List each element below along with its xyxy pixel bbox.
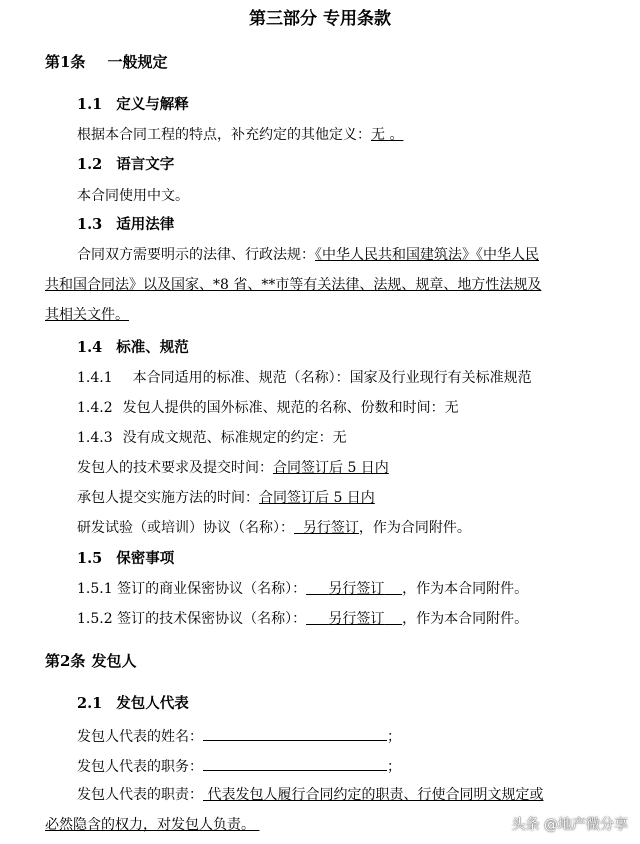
applicable-law-line-1	[77, 246, 539, 264]
section-1-2-number: 1.2	[77, 156, 103, 173]
representative-name-semicolon: ；	[387, 729, 401, 745]
section-1-2-title: 语言文字	[116, 156, 175, 173]
section-1-1-title: 定义与解释	[116, 96, 189, 113]
item-1-4-2	[77, 399, 459, 417]
item-1-4-3-text: 没有成文规范、标准规定的约定：无	[122, 430, 347, 446]
item-1-4-1-number: 1.4.1	[77, 370, 113, 386]
item-1-5-2-label: 1.5.2 签订的技术保密协议（名称）：	[77, 611, 307, 627]
representative-name-label: 发包人代表的姓名：	[77, 729, 203, 745]
item-1-5-2	[77, 610, 528, 628]
item-1-5-1	[77, 580, 528, 598]
applicable-law-label: 合同双方需要明示的法律、行政法规：	[77, 247, 315, 263]
item-1-4-1	[77, 369, 532, 387]
item-1-4-3-number: 1.4.3	[77, 430, 113, 446]
definition-value: 无 。	[371, 127, 404, 143]
rd-agreement-line	[77, 519, 471, 537]
article-1-number: 第1条	[45, 53, 86, 71]
technical-requirements-line	[77, 459, 389, 477]
implementation-method-label: 承包人提交实施方法的时间：	[77, 490, 259, 506]
article-1-heading	[45, 53, 167, 71]
rd-agreement-suffix: ，作为合同附件。	[358, 520, 471, 536]
rd-agreement-label: 研发试验（或培训）协议（名称）：	[77, 520, 294, 536]
representative-name-line	[77, 726, 401, 746]
representative-duty-label: 发包人代表的职责：	[77, 787, 203, 803]
watermark: 头条 @地产微分享	[511, 817, 628, 833]
item-1-5-1-value: 另行签订	[328, 581, 385, 597]
definition-label: 根据本合同工程的特点，补充约定的其他定义：	[77, 127, 371, 143]
representative-post-blank	[203, 756, 387, 771]
article-2-number: 第2条	[45, 652, 86, 670]
section-2-1-title: 发包人代表	[116, 695, 189, 712]
section-1-3-heading	[77, 216, 174, 234]
article-2-heading	[45, 652, 136, 670]
section-2-1-heading	[77, 695, 189, 713]
section-1-1-heading	[77, 96, 189, 114]
applicable-law-value-3: 其相关文件。	[45, 307, 129, 323]
representative-duty-line-2	[45, 816, 259, 834]
representative-duty-value-1: 代表发包人履行合同约定的职责、行使合同明文规定或	[207, 787, 544, 803]
section-1-1-text	[77, 126, 403, 144]
item-1-4-3	[77, 429, 347, 447]
technical-requirements-label: 发包人的技术要求及提交时间：	[77, 460, 273, 476]
representative-post-label: 发包人代表的职务：	[77, 759, 203, 775]
section-1-2-heading	[77, 156, 174, 174]
technical-requirements-value: 合同签订后 5 日内	[273, 460, 389, 476]
applicable-law-value-1: 《中华人民共和国建筑法》《中华人民	[315, 247, 539, 263]
representative-duty-value-2: 必然隐含的权力，对发包人负责。	[45, 817, 255, 833]
section-1-1-number: 1.1	[77, 96, 103, 113]
representative-post-semicolon: ；	[387, 759, 401, 775]
implementation-method-line	[77, 489, 375, 507]
section-1-5-number: 1.5	[77, 550, 103, 567]
section-1-2-text: 本合同使用中文。	[77, 188, 189, 204]
item-1-5-2-value: 另行签订	[328, 611, 385, 627]
applicable-law-line-2	[45, 276, 541, 294]
section-1-3-number: 1.3	[77, 216, 103, 233]
item-1-4-1-text: 本合同适用的标准、规范（名称）：国家及行业现行有关标准规范	[132, 370, 532, 386]
section-1-4-heading	[77, 339, 189, 357]
item-1-4-2-number: 1.4.2	[77, 400, 113, 416]
rd-agreement-value: 另行签订	[302, 520, 359, 536]
representative-post-line	[77, 756, 401, 776]
section-2-1-number: 2.1	[77, 695, 103, 712]
item-1-4-2-text: 发包人提供的国外标准、规范的名称、份数和时间：无	[122, 400, 459, 416]
implementation-method-value: 合同签订后 5 日内	[259, 490, 375, 506]
article-1-title: 一般规定	[107, 53, 168, 71]
section-1-5-title: 保密事项	[116, 550, 175, 567]
applicable-law-line-3	[45, 306, 129, 324]
item-1-5-1-suffix: ，作为本合同附件。	[402, 581, 529, 597]
section-1-4-number: 1.4	[77, 339, 103, 356]
representative-duty-line-1	[77, 786, 543, 804]
document-title: 第三部分 专用条款	[249, 9, 391, 29]
item-1-5-2-suffix: ，作为本合同附件。	[402, 611, 529, 627]
item-1-5-1-label: 1.5.1 签订的商业保密协议（名称）：	[77, 581, 307, 597]
section-1-4-title: 标准、规范	[116, 339, 189, 356]
representative-name-blank	[203, 726, 387, 741]
article-2-title: 发包人	[91, 652, 137, 670]
section-1-3-title: 适用法律	[116, 216, 175, 233]
applicable-law-value-2: 共和国合同法》以及国家、*8 省、**市等有关法律、法规、规章、地方性法规及	[45, 277, 542, 293]
section-1-5-heading	[77, 550, 174, 568]
